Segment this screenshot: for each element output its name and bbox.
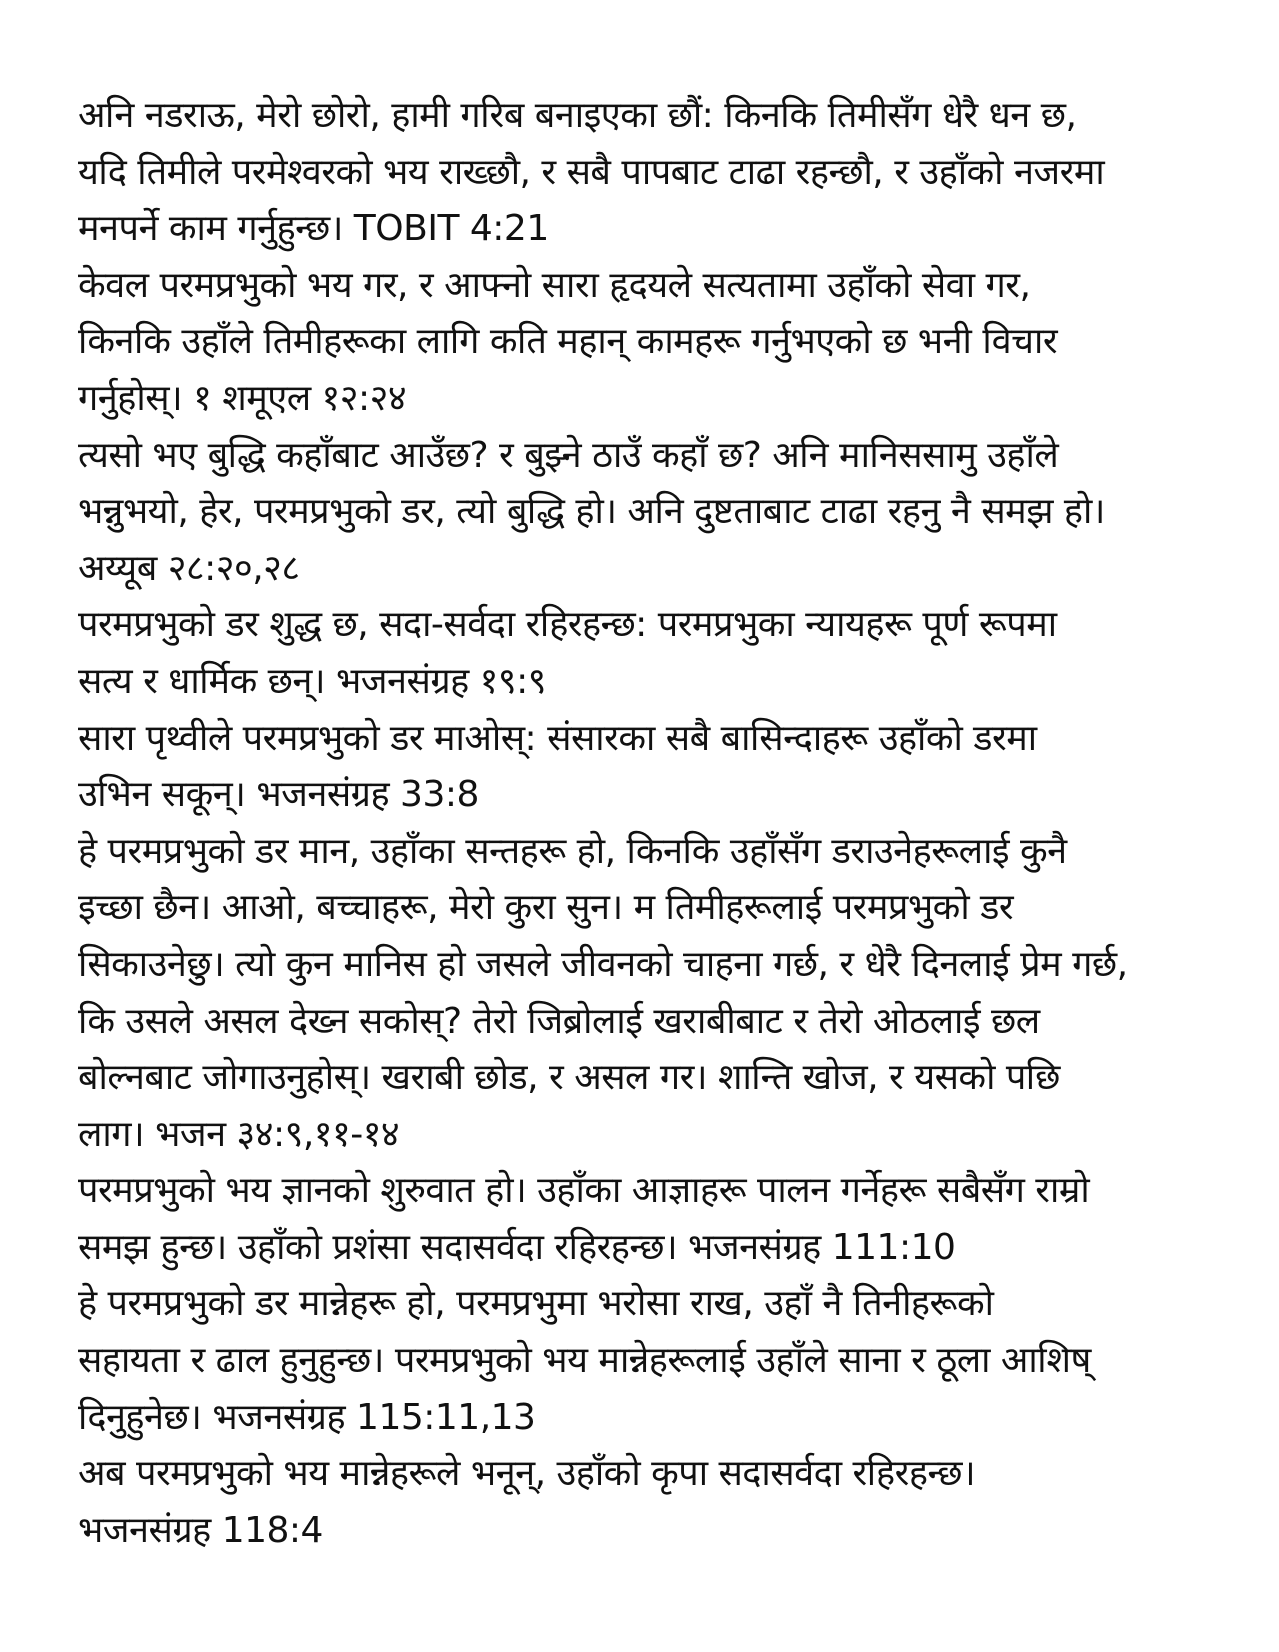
text-line: केवल परमप्रभुको भय गर, र आफ्नो सारा हृदयले सत्यतामा उहाँको सेवा गर,	[78, 264, 1031, 306]
text-line: कि उसले असल देख्न सकोस्? तेरो जिब्रोलाई खराबीबाट र तेरो ओठलाई छल	[78, 1000, 1040, 1042]
text-line: हे परमप्रभुको डर मान्नेहरू हो, परमप्रभुमा भरोसा राख, उहाँ नै तिनीहरूको	[78, 1283, 994, 1325]
text-line: लाग। भजन ३४:९,११-१४	[78, 1113, 400, 1155]
text-line: मनपर्ने काम गर्नुहुन्छ। TOBIT 4:21	[78, 208, 549, 250]
text-line: भन्नुभयो, हेर, परमप्रभुको डर, त्यो बुद्धि हो। अनि दुष्टताबाट टाढा रहनु नै समझ हो।	[78, 491, 1105, 533]
text-line: उभिन सकून्। भजनसंग्रह 33:8	[78, 774, 479, 816]
text-line: दिनुहुनेछ। भजनसंग्रह 115:11,13	[78, 1396, 536, 1438]
document-body	[78, 88, 1208, 1559]
text-line: अय्यूब २८:२०,२८	[78, 547, 300, 589]
text-line: सहायता र ढाल हुनुहुन्छ। परमप्रभुको भय मान्नेहरूलाई उहाँले साना र ठूला आशिष्	[78, 1340, 1091, 1382]
text-line: परमप्रभुको भय ज्ञानको शुरुवात हो। उहाँका आज्ञाहरू पालन गर्नेहरू सबैसँग राम्रो	[78, 1170, 1090, 1212]
text-line: सारा पृथ्वीले परमप्रभुको डर माओस्: संसारका सबै बासिन्दाहरू उहाँको डरमा	[78, 717, 1037, 759]
text-line: सिकाउनेछु। त्यो कुन मानिस हो जसले जीवनको चाहना गर्छ, र धेरै दिनलाई प्रेम गर्छ,	[78, 943, 1128, 985]
text-line: अनि नडराऊ, मेरो छोरो, हामी गरिब बनाइएका छौं: किनकि तिमीसँग धेरै धन छ,	[78, 95, 1077, 136]
text-line: बोल्नबाट जोगाउनुहोस्। खराबी छोड, र असल गर। शान्ति खोज, र यसको पछि	[78, 1057, 1060, 1099]
text-line: हे परमप्रभुको डर मान, उहाँका सन्तहरू हो, किनकि उहाँसँग डराउनेहरूलाई कुनै	[78, 830, 1067, 872]
text-line: सत्य र धार्मिक छन्। भजनसंग्रह १९:९	[78, 660, 546, 702]
text-line: इच्छा छैन। आओ, बच्चाहरू, मेरो कुरा सुन। म तिमीहरूलाई परमप्रभुको डर	[78, 887, 1014, 929]
text-line: यदि तिमीले परमेश्वरको भय राख्छौ, र सबै पापबाट टाढा रहन्छौ, र उहाँको नजरमा	[78, 151, 1105, 193]
text-line: समझ हुन्छ। उहाँको प्रशंसा सदासर्वदा रहिरहन्छ। भजनसंग्रह 111:10	[78, 1226, 956, 1268]
text-line: भजनसंग्रह 118:4	[78, 1509, 323, 1551]
text-line: अब परमप्रभुको भय मान्नेहरूले भनून्, उहाँको कृपा सदासर्वदा रहिरहन्छ।	[78, 1453, 976, 1495]
text-line: गर्नुहोस्। १ शमूएल १२:२४	[78, 377, 407, 419]
text-line: किनकि उहाँले तिमीहरूका लागि कति महान् कामहरू गर्नुभएको छ भनी विचार	[78, 321, 1058, 363]
text-line: त्यसो भए बुद्धि कहाँबाट आउँछ? र बुझ्ने ठाउँ कहाँ छ? अनि मानिससामु उहाँले	[78, 434, 1059, 476]
text-line: परमप्रभुको डर शुद्ध छ, सदा-सर्वदा रहिरहन्छ: परमप्रभुका न्यायहरू पूर्ण रूपमा	[78, 604, 1057, 646]
